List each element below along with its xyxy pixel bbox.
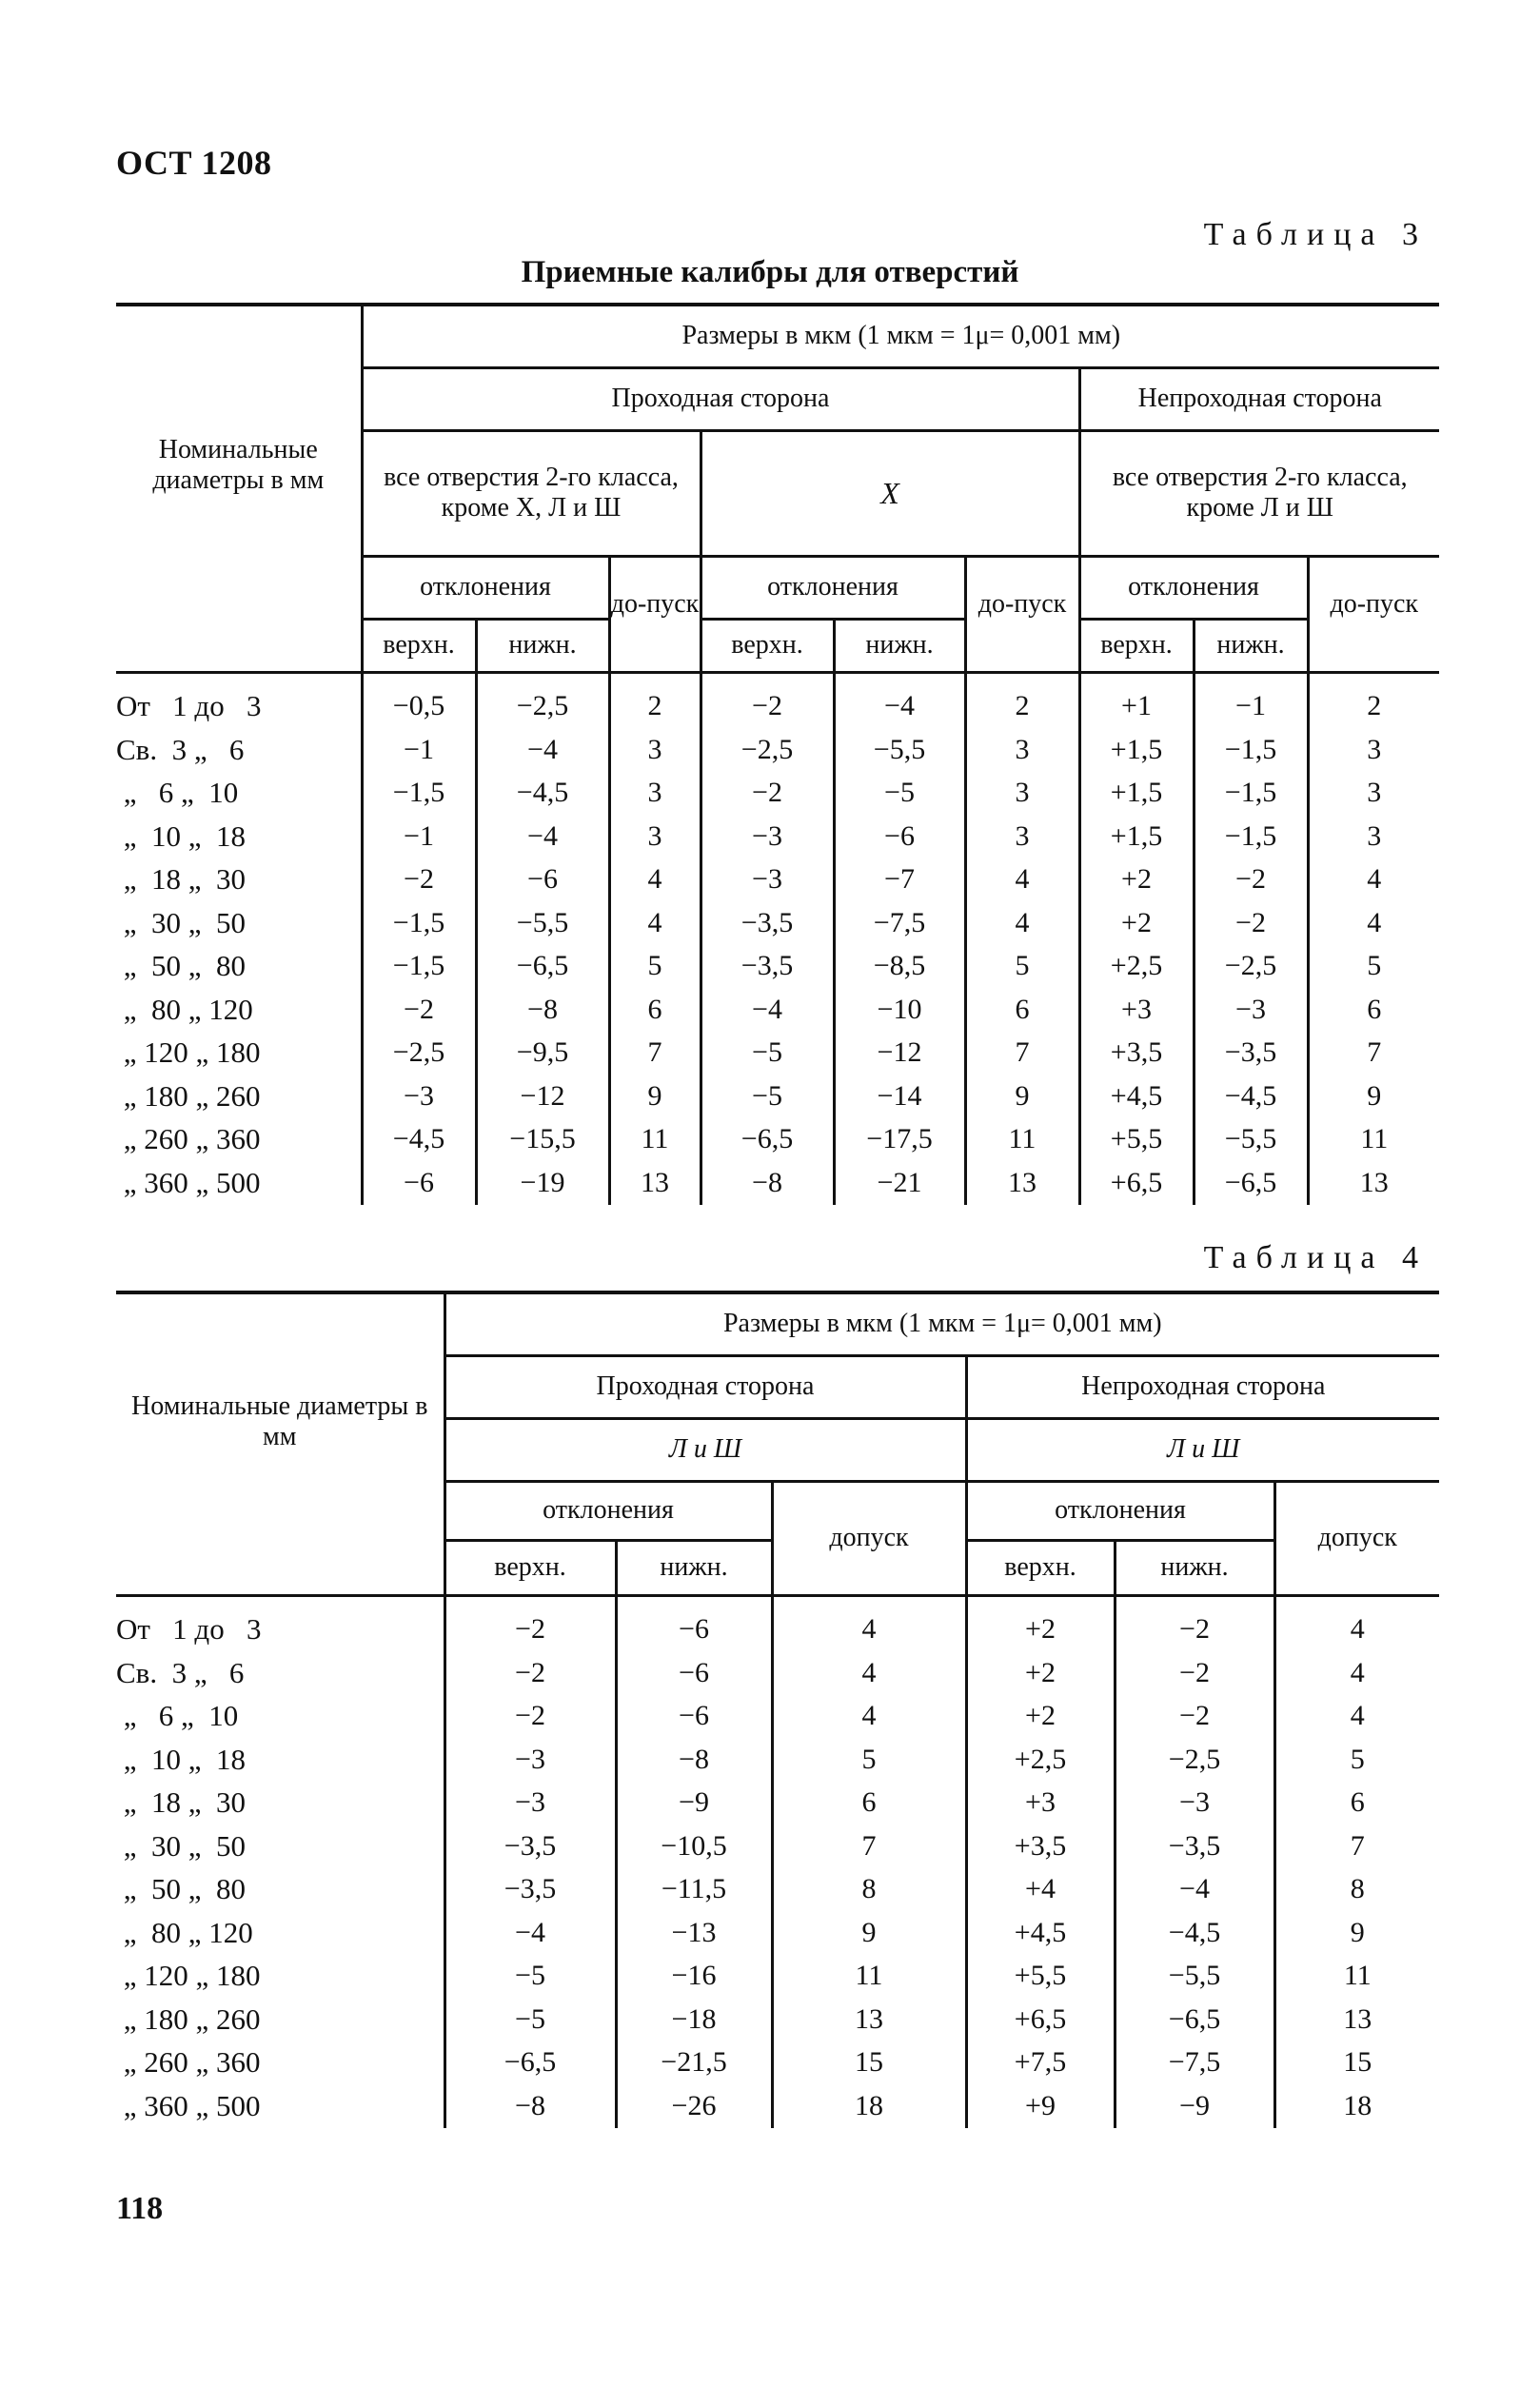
table-cell: 6 xyxy=(1274,1782,1439,1825)
table-cell: +2 xyxy=(966,1595,1115,1651)
table-cell: −18 xyxy=(616,1998,772,2041)
table-cell: +2,5 xyxy=(966,1738,1115,1782)
table-cell: +3 xyxy=(1079,988,1194,1032)
table-cell: 13 xyxy=(1308,1161,1439,1205)
table-cell: 4 xyxy=(965,858,1079,902)
table-cell: 5 xyxy=(1274,1738,1439,1782)
table-cell: −4,5 xyxy=(1115,1911,1274,1955)
table-cell: +6,5 xyxy=(966,1998,1115,2041)
table-cell: −12 xyxy=(834,1032,965,1075)
table-cell: +2 xyxy=(1079,858,1194,902)
table-cell: −5 xyxy=(701,1032,834,1075)
table-cell: −1 xyxy=(362,728,476,772)
table-cell: 5 xyxy=(609,945,701,989)
table-cell: −21 xyxy=(834,1161,965,1205)
table-row xyxy=(116,1955,1439,1999)
table-cell: −2 xyxy=(701,672,834,728)
table-cell: −3,5 xyxy=(1194,1032,1308,1075)
table-cell: 8 xyxy=(1274,1868,1439,1912)
table-cell: −2 xyxy=(444,1651,616,1695)
table-cell: 11 xyxy=(1308,1118,1439,1162)
table-cell: −26 xyxy=(616,2084,772,2128)
table4-body xyxy=(116,1595,1439,2128)
table-cell: 7 xyxy=(965,1032,1079,1075)
deviations-header: отклонения xyxy=(701,556,965,619)
table-cell: −1,5 xyxy=(362,945,476,989)
table-row xyxy=(116,1738,1439,1782)
table-cell: −2 xyxy=(362,988,476,1032)
table-cell: −8 xyxy=(476,988,609,1032)
table-cell: +2 xyxy=(966,1695,1115,1739)
table-row xyxy=(116,1161,1439,1205)
table-cell: 6 xyxy=(772,1782,966,1825)
table-cell: 4 xyxy=(772,1651,966,1695)
table-cell: −4 xyxy=(476,815,609,858)
table-cell: +3,5 xyxy=(966,1824,1115,1868)
diameter-range: „ 50 „ 80 xyxy=(116,949,247,983)
deviations-header: отклонения xyxy=(966,1481,1274,1540)
table-cell: +1,5 xyxy=(1079,772,1194,816)
table-cell: −6,5 xyxy=(476,945,609,989)
lower-header: нижн. xyxy=(476,619,609,672)
table-cell: −8 xyxy=(444,2084,616,2128)
group-all-holes-2-header: все отверстия 2-го класса, кроме Л и Ш xyxy=(1079,430,1439,556)
table-cell: 4 xyxy=(1308,901,1439,945)
table-cell: −6 xyxy=(616,1595,772,1651)
table-cell: −2 xyxy=(701,772,834,816)
table-cell: +4,5 xyxy=(1079,1075,1194,1118)
table-cell: +1,5 xyxy=(1079,815,1194,858)
table-row xyxy=(116,945,1439,989)
diameter-range: Св. 3 „ 6 xyxy=(116,1655,245,1689)
table-cell: −2 xyxy=(1115,1595,1274,1651)
table-cell: −17,5 xyxy=(834,1118,965,1162)
table-cell: −8 xyxy=(701,1161,834,1205)
table-cell: 4 xyxy=(1274,1695,1439,1739)
diameter-range: „ 10 „ 18 xyxy=(116,818,247,853)
table-cell: −15,5 xyxy=(476,1118,609,1162)
table-cell: 5 xyxy=(1308,945,1439,989)
upper-header: верхн. xyxy=(701,619,834,672)
deviations-header: отклонения xyxy=(1079,556,1308,619)
upper-header: верхн. xyxy=(1079,619,1194,672)
table-cell: −4,5 xyxy=(362,1118,476,1162)
pass-side-header: Проходная сторона xyxy=(444,1355,966,1418)
table-cell: −5,5 xyxy=(834,728,965,772)
diameter-range: „ 50 „ 80 xyxy=(116,1872,247,1906)
table-cell: 18 xyxy=(772,2084,966,2128)
table-cell: 4 xyxy=(1274,1595,1439,1651)
table-cell: −1,5 xyxy=(1194,772,1308,816)
table-cell: 7 xyxy=(609,1032,701,1075)
table-cell: 2 xyxy=(1308,672,1439,728)
upper-header: верхн. xyxy=(966,1540,1115,1595)
table-cell: 2 xyxy=(609,672,701,728)
table-cell: 15 xyxy=(772,2041,966,2085)
diameter-range: „ 6 „ 10 xyxy=(116,1699,239,1733)
table-cell: −19 xyxy=(476,1161,609,1205)
table-row xyxy=(116,1911,1439,1955)
tolerance-header: до-пуск xyxy=(1308,556,1439,672)
table-cell: +1 xyxy=(1079,672,1194,728)
table-row xyxy=(116,901,1439,945)
table-cell: +3,5 xyxy=(1079,1032,1194,1075)
table-cell: +9 xyxy=(966,2084,1115,2128)
table-row xyxy=(116,1998,1439,2041)
deviations-header: отклонения xyxy=(444,1481,772,1540)
table-cell: 13 xyxy=(965,1161,1079,1205)
table-cell: −9 xyxy=(1115,2084,1274,2128)
table4 xyxy=(116,1291,1439,2128)
table-cell: 11 xyxy=(772,1955,966,1999)
diameter-range: „ 120 „ 180 xyxy=(116,1959,261,1993)
table-cell: −4 xyxy=(476,728,609,772)
table-cell: +1,5 xyxy=(1079,728,1194,772)
table-cell: −5 xyxy=(834,772,965,816)
table-cell: +6,5 xyxy=(1079,1161,1194,1205)
table-row xyxy=(116,672,1439,728)
lower-header: нижн. xyxy=(1115,1540,1274,1595)
table-cell: −2 xyxy=(444,1595,616,1651)
table-cell: 9 xyxy=(609,1075,701,1118)
lower-header: нижн. xyxy=(834,619,965,672)
pass-side-header: Проходная сторона xyxy=(362,367,1079,430)
table-cell: 2 xyxy=(965,672,1079,728)
table-row xyxy=(116,1118,1439,1162)
table-cell: 7 xyxy=(772,1824,966,1868)
table-cell: −2 xyxy=(1194,901,1308,945)
diameter-range: „ 30 „ 50 xyxy=(116,1828,247,1863)
table-row xyxy=(116,988,1439,1032)
table-cell: 7 xyxy=(1274,1824,1439,1868)
lower-header: нижн. xyxy=(616,1540,772,1595)
table-cell: −3 xyxy=(444,1782,616,1825)
table-cell: −2,5 xyxy=(362,1032,476,1075)
table-cell: +5,5 xyxy=(966,1955,1115,1999)
table-cell: −0,5 xyxy=(362,672,476,728)
table-cell: −3 xyxy=(1194,988,1308,1032)
table-cell: +4,5 xyxy=(966,1911,1115,1955)
table-cell: −9,5 xyxy=(476,1032,609,1075)
table-cell: 18 xyxy=(1274,2084,1439,2128)
table-cell: +2,5 xyxy=(1079,945,1194,989)
table-cell: 3 xyxy=(965,772,1079,816)
table-cell: 3 xyxy=(965,815,1079,858)
table3-title: Приемные калибры для отверстий xyxy=(521,255,1019,289)
table4-label: Таблица 4 xyxy=(1203,1240,1428,1275)
table-cell: −13 xyxy=(616,1911,772,1955)
nominal-diameter-header: Номинальные диаметры в мм xyxy=(116,305,362,672)
table-cell: 3 xyxy=(1308,728,1439,772)
tolerance-header: до-пуск xyxy=(609,556,701,672)
deviations-header: отклонения xyxy=(362,556,609,619)
table3-body xyxy=(116,672,1439,1205)
table-cell: −1,5 xyxy=(362,901,476,945)
table-cell: −4,5 xyxy=(1194,1075,1308,1118)
table-row xyxy=(116,1824,1439,1868)
table-cell: 6 xyxy=(609,988,701,1032)
table-cell: −5,5 xyxy=(1115,1955,1274,1999)
table-cell: +3 xyxy=(966,1782,1115,1825)
diameter-range: „ 360 „ 500 xyxy=(116,1165,261,1199)
table-cell: 4 xyxy=(1308,858,1439,902)
table-cell: 11 xyxy=(1274,1955,1439,1999)
group-all-holes-header: все отверстия 2-го класса, кроме X, Л и Ш xyxy=(362,430,701,556)
table-cell: −2,5 xyxy=(476,672,609,728)
tolerance-header: до-пуск xyxy=(965,556,1079,672)
table-cell: 13 xyxy=(609,1161,701,1205)
table-cell: −1,5 xyxy=(1194,815,1308,858)
table-cell: 5 xyxy=(772,1738,966,1782)
table-cell: −2,5 xyxy=(1115,1738,1274,1782)
table-cell: −2 xyxy=(1115,1695,1274,1739)
table-cell: −3 xyxy=(362,1075,476,1118)
diameter-range: „ 180 „ 260 xyxy=(116,2002,261,2036)
table-cell: −10 xyxy=(834,988,965,1032)
table-cell: −8 xyxy=(616,1738,772,1782)
table-cell: −6,5 xyxy=(1115,1998,1274,2041)
table-cell: 4 xyxy=(609,858,701,902)
table-cell: 4 xyxy=(965,901,1079,945)
table-cell: +5,5 xyxy=(1079,1118,1194,1162)
document-code: ОСТ 1208 xyxy=(116,144,272,182)
table-cell: −5 xyxy=(444,1955,616,1999)
table-cell: −10,5 xyxy=(616,1824,772,1868)
upper-header: верхн. xyxy=(444,1540,616,1595)
diameter-range: „ 260 „ 360 xyxy=(116,2045,261,2080)
table-cell: −21,5 xyxy=(616,2041,772,2085)
table3-label: Таблица 3 xyxy=(1203,217,1428,252)
nopass-side-header: Непроходная сторона xyxy=(966,1355,1439,1418)
units-header: Размеры в мкм (1 мкм = 1μ= 0,001 мм) xyxy=(362,305,1439,367)
diameter-range: „ 80 „ 120 xyxy=(116,1915,253,1949)
table-cell: 3 xyxy=(609,815,701,858)
table-cell: −6,5 xyxy=(1194,1161,1308,1205)
diameter-range: „ 18 „ 30 xyxy=(116,1785,247,1820)
table-cell: −4 xyxy=(834,672,965,728)
table-cell: −2 xyxy=(1194,858,1308,902)
table-cell: 8 xyxy=(772,1868,966,1912)
table-cell: −6 xyxy=(834,815,965,858)
table-cell: −4 xyxy=(1115,1868,1274,1912)
table-cell: 11 xyxy=(965,1118,1079,1162)
table-cell: 9 xyxy=(1308,1075,1439,1118)
table-cell: −3,5 xyxy=(701,945,834,989)
table-cell: −1,5 xyxy=(1194,728,1308,772)
table-row xyxy=(116,2041,1439,2085)
diameter-range: „ 180 „ 260 xyxy=(116,1078,261,1113)
table-cell: −5,5 xyxy=(1194,1118,1308,1162)
table-cell: −2,5 xyxy=(1194,945,1308,989)
table-cell: −6,5 xyxy=(701,1118,834,1162)
table-cell: −6 xyxy=(616,1695,772,1739)
tolerance-header: допуск xyxy=(772,1481,966,1595)
table-cell: 11 xyxy=(609,1118,701,1162)
table-cell: −3,5 xyxy=(444,1824,616,1868)
table-cell: 4 xyxy=(772,1595,966,1651)
units-header: Размеры в мкм (1 мкм = 1μ= 0,001 мм) xyxy=(444,1292,1439,1355)
table-cell: −3,5 xyxy=(701,901,834,945)
diameter-range: „ 120 „ 180 xyxy=(116,1035,261,1070)
diameter-range: От 1 до 3 xyxy=(116,1612,262,1647)
table-cell: 7 xyxy=(1308,1032,1439,1075)
table-cell: −9 xyxy=(616,1782,772,1825)
table-cell: −2 xyxy=(1115,1651,1274,1695)
diameter-range: Св. 3 „ 6 xyxy=(116,732,245,766)
table-cell: −5 xyxy=(701,1075,834,1118)
table-cell: 13 xyxy=(772,1998,966,2041)
table-cell: −2,5 xyxy=(701,728,834,772)
table-row xyxy=(116,815,1439,858)
table-cell: −1,5 xyxy=(362,772,476,816)
diameter-range: „ 10 „ 18 xyxy=(116,1742,247,1776)
table-cell: −5 xyxy=(444,1998,616,2041)
table-cell: +7,5 xyxy=(966,2041,1115,2085)
table-cell: 6 xyxy=(1308,988,1439,1032)
table-cell: +4 xyxy=(966,1868,1115,1912)
lower-header: нижн. xyxy=(1194,619,1308,672)
table-row xyxy=(116,772,1439,816)
table-cell: 9 xyxy=(965,1075,1079,1118)
table-cell: −5,5 xyxy=(476,901,609,945)
table-cell: −3 xyxy=(701,815,834,858)
table-cell: −3 xyxy=(701,858,834,902)
table-cell: 6 xyxy=(965,988,1079,1032)
table-cell: 15 xyxy=(1274,2041,1439,2085)
table-cell: −6 xyxy=(616,1651,772,1695)
table-cell: −1 xyxy=(1194,672,1308,728)
upper-header: верхн. xyxy=(362,619,476,672)
table-cell: −11,5 xyxy=(616,1868,772,1912)
table-cell: −14 xyxy=(834,1075,965,1118)
diameter-range: От 1 до 3 xyxy=(116,689,262,723)
table-cell: 5 xyxy=(965,945,1079,989)
nominal-diameter-header: Номинальные диаметры в мм xyxy=(116,1292,444,1595)
table-cell: −6,5 xyxy=(444,2041,616,2085)
table-cell: −3 xyxy=(444,1738,616,1782)
table-cell: −1 xyxy=(362,815,476,858)
table-cell: 9 xyxy=(1274,1911,1439,1955)
page-number: 118 xyxy=(116,2191,164,2226)
table-cell: 3 xyxy=(609,772,701,816)
table-row xyxy=(116,1695,1439,1739)
table-cell: −2 xyxy=(444,1695,616,1739)
table-cell: 4 xyxy=(772,1695,966,1739)
table-cell: −7,5 xyxy=(1115,2041,1274,2085)
table-cell: 3 xyxy=(1308,772,1439,816)
table-row xyxy=(116,1075,1439,1118)
table3 xyxy=(116,303,1439,1205)
table-row xyxy=(116,1868,1439,1912)
diameter-range: „ 260 „ 360 xyxy=(116,1122,261,1156)
table-row xyxy=(116,1651,1439,1695)
table-row xyxy=(116,858,1439,902)
table-cell: −4 xyxy=(701,988,834,1032)
diameter-range: „ 6 „ 10 xyxy=(116,776,239,810)
table-cell: −7 xyxy=(834,858,965,902)
table-cell: −4,5 xyxy=(476,772,609,816)
table-cell: +2 xyxy=(966,1651,1115,1695)
table-cell: 4 xyxy=(1274,1651,1439,1695)
table-cell: 3 xyxy=(1308,815,1439,858)
table-row xyxy=(116,1032,1439,1075)
table-cell: +2 xyxy=(1079,901,1194,945)
group-nopass-header: Л и Ш xyxy=(966,1418,1439,1481)
diameter-range: „ 80 „ 120 xyxy=(116,992,253,1026)
diameter-range: „ 30 „ 50 xyxy=(116,905,247,939)
group-pass-header: Л и Ш xyxy=(444,1418,966,1481)
table-cell: 3 xyxy=(965,728,1079,772)
table-cell: 4 xyxy=(609,901,701,945)
diameter-range: „ 360 „ 500 xyxy=(116,2088,261,2122)
table-cell: −7,5 xyxy=(834,901,965,945)
group-x-header: X xyxy=(701,430,1079,556)
table-cell: 3 xyxy=(609,728,701,772)
table-cell: −4 xyxy=(444,1911,616,1955)
table-cell: −3,5 xyxy=(444,1868,616,1912)
nopass-side-header: Непроходная сторона xyxy=(1079,367,1439,430)
table-cell: −2 xyxy=(362,858,476,902)
tolerance-header: допуск xyxy=(1274,1481,1439,1595)
table-cell: −12 xyxy=(476,1075,609,1118)
table-cell: −3,5 xyxy=(1115,1824,1274,1868)
table-cell: 9 xyxy=(772,1911,966,1955)
table-cell: −6 xyxy=(362,1161,476,1205)
table-row xyxy=(116,1595,1439,1651)
table-cell: −16 xyxy=(616,1955,772,1999)
table-row xyxy=(116,2084,1439,2128)
table-cell: −3 xyxy=(1115,1782,1274,1825)
table-cell: 13 xyxy=(1274,1998,1439,2041)
table-cell: −6 xyxy=(476,858,609,902)
table-cell: −8,5 xyxy=(834,945,965,989)
table-row xyxy=(116,728,1439,772)
table-row xyxy=(116,1782,1439,1825)
diameter-range: „ 18 „ 30 xyxy=(116,862,247,897)
